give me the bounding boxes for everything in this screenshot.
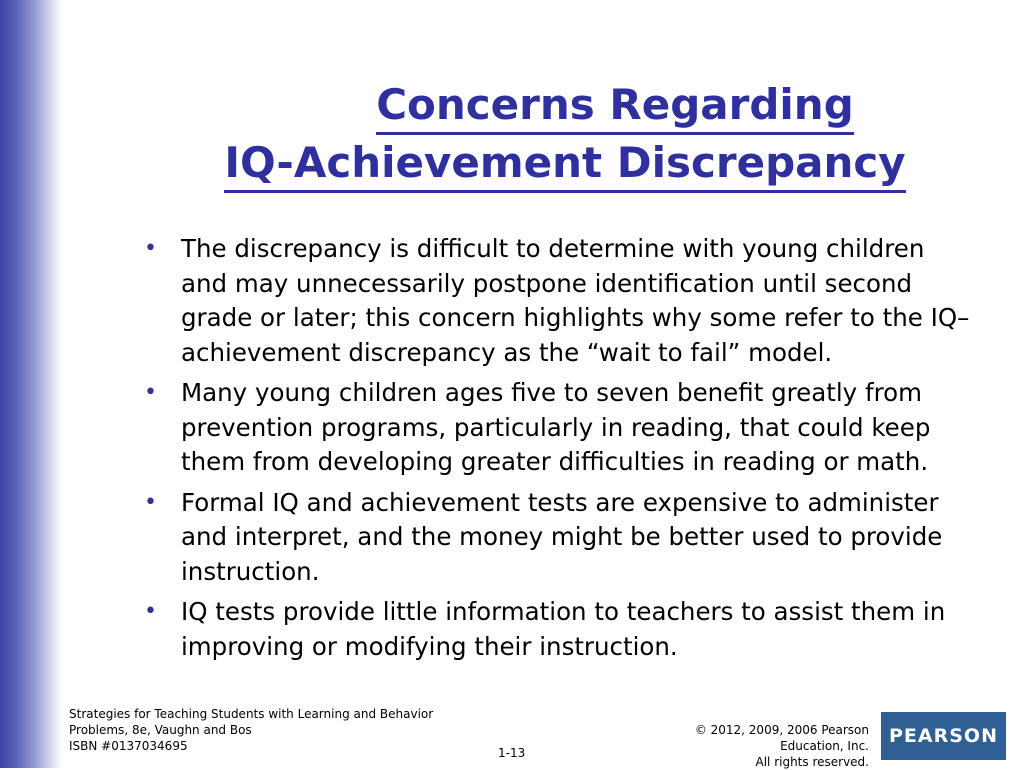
bullet-text: Formal IQ and achievement tests are expensive to administer and interpret, and the money might be better used to provide instruction. (181, 487, 943, 586)
bullet-text: Many young children ages five to seven benefit greatly from prevention programs, particularly in reading, that could keep them from developing greater difficulties in reading or math. (181, 378, 931, 476)
bullet-item (144, 595, 974, 664)
book-title-line-2: Problems, 8e, Vaughn and Bos (69, 723, 252, 737)
bullet-icon: • (144, 380, 157, 405)
side-gradient-bar (0, 0, 62, 768)
bullet-icon: • (144, 599, 157, 624)
bullet-text: IQ tests provide little information to teachers to assist them in improving or modifying their instruction. (181, 597, 946, 661)
logo-text: PEARSON (889, 725, 998, 747)
copyright-notice (660, 722, 869, 770)
book-citation (69, 706, 469, 754)
book-title-line-1: Strategies for Teaching Students with Learning and Behavior (69, 707, 434, 721)
pearson-logo (881, 712, 1006, 760)
copyright-line-3: All rights reserved. (755, 755, 869, 769)
bullet-item (144, 232, 974, 370)
slide-title (180, 78, 950, 194)
bullet-text: The discrepancy is difficult to determine with young children and may unnecessarily postpone identification until second grade or later; this concern highlights why some refer to the IQ–achievement discrepancy as the “wait to fail” model. (181, 234, 970, 367)
copyright-line-1: © 2012, 2009, 2006 Pearson (694, 723, 869, 737)
bullet-item (144, 486, 974, 590)
title-line-2: IQ-Achievement Discrepancy (224, 136, 905, 193)
bullet-list (144, 232, 974, 670)
isbn-text: ISBN #0137034695 (69, 739, 188, 753)
bullet-item (144, 376, 974, 480)
title-line-1: Concerns Regarding (376, 78, 854, 135)
bullet-icon: • (144, 489, 157, 515)
slide-number: 1-13 (498, 746, 526, 760)
copyright-line-2: Education, Inc. (780, 739, 869, 753)
bullet-icon: • (144, 236, 157, 261)
